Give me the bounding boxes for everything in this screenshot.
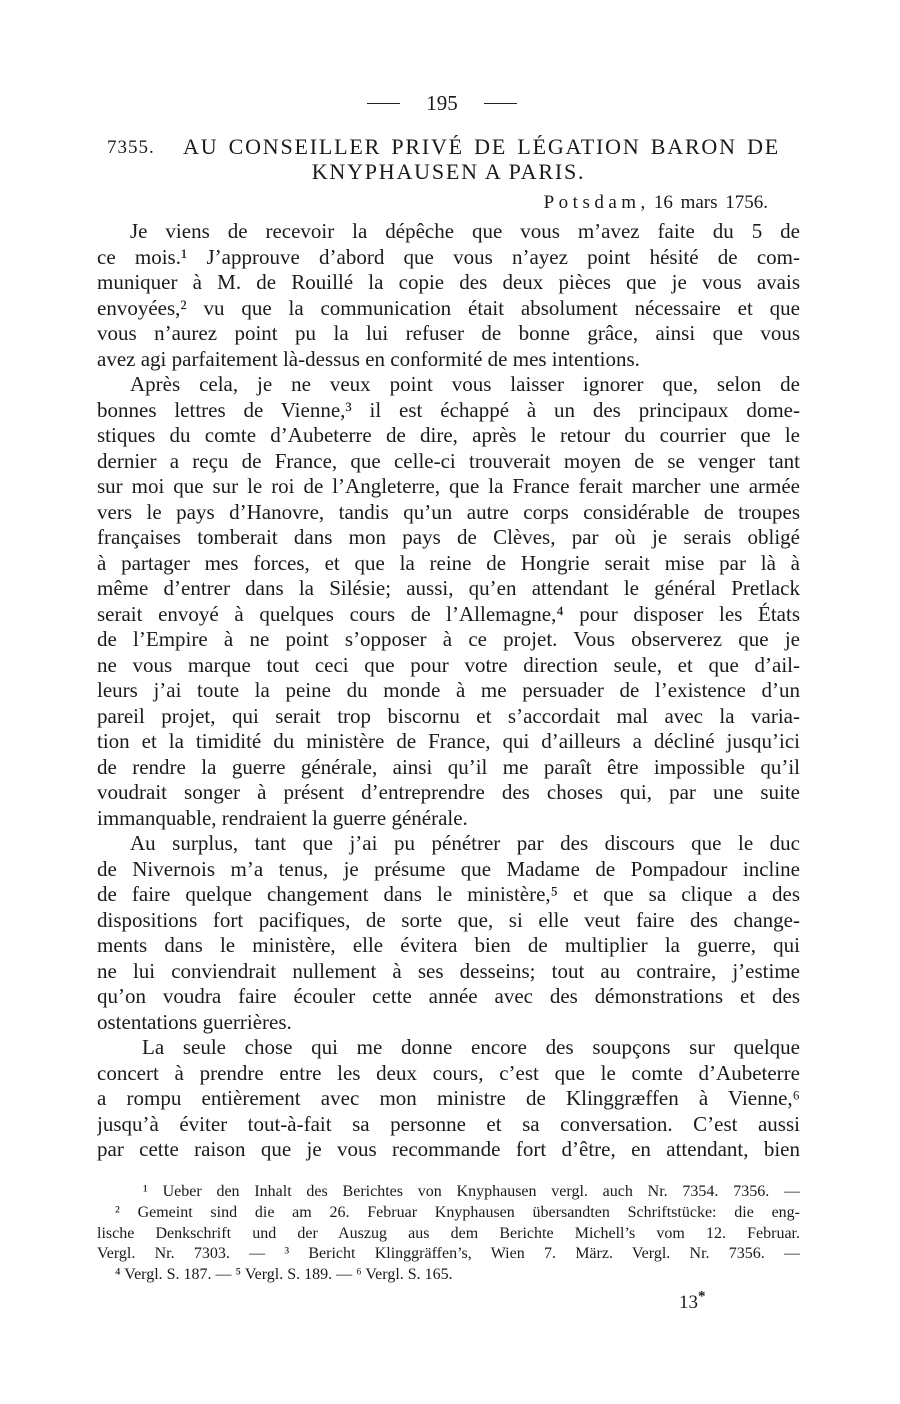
heading-line-2: KNYPHAUSEN A PARIS. xyxy=(311,159,586,184)
letter-body xyxy=(97,219,800,1163)
footnote-line: ¹ Ueber den Inhalt des Berichtes von Knyphausen vergl. auch Nr. 7354. 7356. — xyxy=(143,1183,800,1200)
body-line: à partager mes forces, et que la reine de Hongrie serait mise par là à xyxy=(97,550,800,575)
footnote-line: Vergl. Nr. 7303. — ³ Bericht Klinggräffen’s, Wien 7. März. Vergl. Nr. 7356. — xyxy=(97,1245,800,1263)
body-line: muniquer à M. de Rouillé la copie des deux pièces que je vous avais xyxy=(97,270,800,294)
footnotes xyxy=(97,1182,800,1286)
body-line: envoyées,² vu que la communication était absolument nécessaire et que xyxy=(97,295,800,320)
body-line: ce mois.¹ J’approuve d’abord que vous n’ayez point hésité de com- xyxy=(97,244,800,269)
footnote-line: ² Gemeint sind die am 26. Februar Knyphausen übersandten Schriftstücke: die eng- xyxy=(115,1203,800,1221)
dateline xyxy=(544,192,768,214)
body-line: Je viens de recevoir la dépêche que vous m’avez faite du 5 de xyxy=(130,219,800,243)
body-line: de l’Empire à ne point s’opposer à ce projet. Vous observerez que je xyxy=(97,627,800,651)
body-line: Après cela, je ne veux point vous laisser ignorer que, selon de xyxy=(130,372,800,396)
body-line: par cette raison que je vous recommande fort d’être, en attendant, bien xyxy=(97,1137,800,1161)
footnote-line: lische Denkschrift und der Auszug aus dem Berichte Michell’s vom 12. Februar. xyxy=(97,1224,800,1242)
body-line: vers le pays d’Hanovre, tandis qu’un autre corps considérable de troupes xyxy=(97,499,800,524)
body-line: pareil projet, qui serait trop biscornu et s’accordait mal avec la varia- xyxy=(97,703,800,728)
body-line: voudrait songer à présent d’entreprendre des choses qui, par une suite xyxy=(97,780,800,804)
page-number-dash-left xyxy=(367,103,400,104)
body-line: leurs j’ai toute la peine du monde à me persuader de l’existence d’un xyxy=(97,678,800,702)
body-line: jusqu’à éviter tout-à-fait sa personne et sa conversation. C’est aussi xyxy=(97,1111,800,1136)
heading-line-1: AU CONSEILLER PRIVÉ DE LÉGATION BARON DE xyxy=(183,135,780,159)
body-line: stiques du comte d’Aubeterre de dire, après le retour du courrier que le xyxy=(97,423,800,447)
signature-number: 13 xyxy=(679,1292,698,1313)
body-line: La seule chose qui me donne encore des soupçons sur quelque xyxy=(142,1035,800,1059)
dateline-place: Potsdam, xyxy=(543,192,650,213)
document-number: 7355. xyxy=(107,137,155,158)
footnote-line: ⁴ Vergl. S. 187. — ⁵ Vergl. S. 189. — ⁶ Vergl. S. 165. xyxy=(115,1266,453,1284)
body-line: serait envoyé à quelques cours de l’Allemagne,⁴ pour disposer les États xyxy=(97,601,800,626)
body-line: Au surplus, tant que j’ai pu pénétrer par des discours que le duc xyxy=(130,831,800,855)
paragraph xyxy=(97,219,800,372)
body-line: ne lui conviendrait nullement à ses desseins; tout au contraire, j’estime xyxy=(97,958,800,983)
body-line: ostentations guerrières. xyxy=(97,1009,292,1034)
dateline-date: 16 mars 1756. xyxy=(653,192,768,213)
body-line: ne vous marque tout ceci que pour votre direction seule, et que d’ail- xyxy=(97,652,800,677)
printer-signature xyxy=(679,1288,706,1315)
page-number xyxy=(367,90,517,116)
body-line: ments dans le ministère, elle évitera bien de multiplier la guerre, qui xyxy=(97,933,800,957)
body-line: vous n’aurez point pu la lui refuser de bonne grâce, ainsi que vous xyxy=(97,321,800,345)
body-line: avez agi parfaitement là-dessus en conformité de mes intentions. xyxy=(97,346,640,371)
body-line: de faire quelque changement dans le ministère,⁵ et que sa clique a des xyxy=(97,882,800,906)
body-line: bonnes lettres de Vienne,³ il est échappé à un des principaux dome- xyxy=(97,397,800,422)
body-line: immanquable, rendraient la guerre générale. xyxy=(97,805,468,830)
body-line: de rendre la guerre générale, ainsi qu’il me paraît être impossible qu’il xyxy=(97,754,800,779)
body-line: dernier a reçu de France, que celle-ci trouverait moyen de se venger tant xyxy=(97,448,800,473)
paragraph xyxy=(97,1035,800,1163)
body-line: a rompu entièrement avec mon ministre de Klinggræffen à Vienne,⁶ xyxy=(97,1086,800,1110)
body-line: de Nivernois m’a tenus, je présume que Madame de Pompadour incline xyxy=(97,856,800,881)
signature-star-icon: * xyxy=(698,1288,706,1305)
page-number-value: 195 xyxy=(426,91,458,115)
body-line: concert à prendre entre les deux cours, c’est que le comte d’Aubeterre xyxy=(97,1060,800,1085)
body-line: françaises tomberait dans mon pays de Clèves, par où je serais obligé xyxy=(97,525,800,549)
body-line: dispositions fort pacifiques, de sorte que, si elle veut faire des change- xyxy=(97,907,800,932)
body-line: sur moi que sur le roi de l’Angleterre, que la France ferait marcher une armée xyxy=(97,474,800,498)
body-line: qu’on voudra faire écouler cette année avec des démonstrations et des xyxy=(97,984,800,1008)
paragraph xyxy=(97,372,800,831)
body-line: tion et la timidité du ministère de France, qui d’ailleurs a décliné jusqu’ici xyxy=(97,729,800,753)
body-line: même d’entrer dans la Silésie; aussi, qu’en attendant le général Pretlack xyxy=(97,576,800,600)
paragraph xyxy=(97,831,800,1035)
page-number-dash-right xyxy=(484,103,517,104)
